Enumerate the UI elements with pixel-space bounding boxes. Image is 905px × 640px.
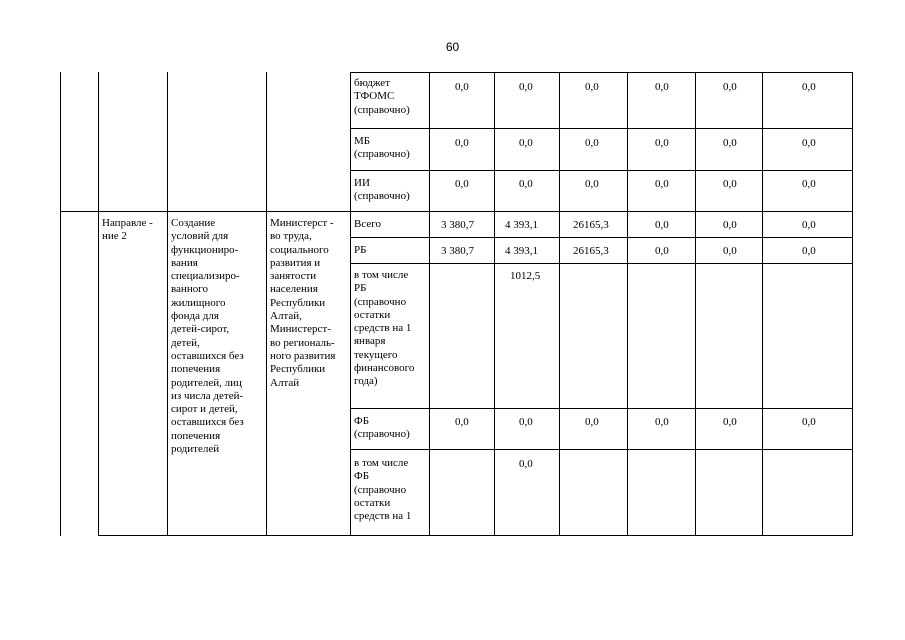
executor-line: во региональ- [270, 336, 335, 349]
source-label-line: в том числе [354, 457, 409, 469]
value-cell: 3 380,7 [441, 245, 474, 257]
value-cell: 1012,5 [510, 270, 541, 282]
executor-line: во труда, [270, 230, 312, 243]
value-cell: 0,0 [723, 219, 737, 231]
source-label-line: года) [354, 375, 378, 388]
value-cell: 0,0 [802, 81, 816, 93]
table-border [350, 449, 853, 450]
measure-line: жилищного [171, 296, 226, 309]
value-cell: 4 393,1 [505, 245, 538, 257]
source-label-line: текущего [354, 348, 398, 361]
value-cell: 0,0 [723, 245, 737, 257]
table-border [627, 72, 628, 536]
value-cell: 0,0 [802, 137, 816, 149]
source-label [354, 135, 428, 162]
source-label-line: остатки [354, 496, 391, 509]
table-border [695, 72, 696, 536]
measure-line: попечения [171, 429, 221, 442]
source-label [354, 218, 428, 231]
measure-line: попечения [171, 363, 221, 376]
measure-line: ванного [171, 283, 208, 296]
executor-line: Алтай [270, 376, 300, 389]
executor-line: Министерст- [270, 323, 331, 336]
margin-line [60, 72, 61, 536]
source-label-line: ФБ [354, 470, 370, 483]
measure-line: детей-сирот, [171, 323, 230, 336]
source-label-line: (справочно [354, 483, 407, 496]
executor-line: Республики [270, 363, 326, 376]
value-cell: 0,0 [655, 81, 669, 93]
table-border [350, 263, 853, 264]
measure-line: родителей [171, 443, 220, 456]
value-cell: 0,0 [519, 458, 533, 470]
executor-cell [270, 217, 348, 390]
value-cell: 0,0 [655, 245, 669, 257]
direction-line: Направле - [102, 217, 153, 229]
value-cell: 0,0 [519, 81, 533, 93]
value-cell: 0,0 [802, 178, 816, 190]
source-label-line: ФБ [354, 415, 370, 427]
source-label [354, 244, 428, 257]
measure-line: родителей, лиц [171, 376, 242, 389]
table-border [762, 72, 763, 536]
executor-line: Министерст - [270, 217, 334, 229]
executor-line: социального [270, 243, 329, 256]
executor-line: Республики [270, 296, 326, 309]
source-label-line: финансового [354, 362, 415, 375]
source-label-line: бюджет [354, 77, 390, 89]
measure-line: из числа детей- [171, 389, 244, 402]
measure-line: вания [171, 256, 198, 269]
measure-line: оставшихся без [171, 349, 244, 362]
table-border [266, 72, 267, 536]
source-label-line: (справочно) [354, 103, 410, 116]
source-label-line: средств на 1 [354, 510, 412, 523]
table-border [98, 72, 99, 536]
table-border [60, 211, 853, 212]
value-cell: 0,0 [802, 245, 816, 257]
value-cell: 0,0 [455, 81, 469, 93]
value-cell: 0,0 [519, 416, 533, 428]
source-label-line: ИИ [354, 177, 370, 189]
value-cell: 0,0 [655, 416, 669, 428]
source-label-line: Всего [354, 218, 381, 230]
value-cell: 0,0 [585, 81, 599, 93]
measure-line: условий для [171, 230, 229, 243]
value-cell: 0,0 [585, 416, 599, 428]
measure-line: фонда для [171, 310, 219, 323]
measure-line: сирот и детей, [171, 403, 238, 416]
page-number: 60 [445, 40, 460, 54]
value-cell: 0,0 [455, 416, 469, 428]
source-label [354, 415, 428, 442]
source-label-line: (справочно) [354, 148, 410, 161]
table-border [429, 72, 430, 536]
source-label-line: РБ [354, 244, 367, 256]
source-label-line: РБ [354, 282, 367, 295]
value-cell: 0,0 [723, 416, 737, 428]
value-cell: 0,0 [519, 137, 533, 149]
value-cell: 0,0 [655, 137, 669, 149]
source-label-line: МБ [354, 135, 371, 147]
table-border [350, 72, 351, 536]
table-border [350, 128, 853, 129]
executor-line: развития и [270, 256, 321, 269]
table-border [350, 408, 853, 409]
value-cell: 0,0 [802, 416, 816, 428]
measure-line: функциониро- [171, 243, 239, 256]
value-cell: 0,0 [723, 178, 737, 190]
value-cell: 0,0 [585, 137, 599, 149]
measure-line: Создание [171, 217, 216, 229]
source-label [354, 177, 428, 204]
measure-line: оставшихся без [171, 416, 244, 429]
table-border [852, 72, 853, 536]
value-cell: 0,0 [723, 137, 737, 149]
value-cell: 0,0 [655, 219, 669, 231]
value-cell: 26165,3 [573, 245, 609, 257]
table-border [494, 72, 495, 536]
value-cell: 4 393,1 [505, 219, 538, 231]
value-cell: 0,0 [585, 178, 599, 190]
source-label-line: (справочно) [354, 190, 410, 203]
source-label [354, 457, 428, 523]
source-label-line: средств на 1 [354, 322, 412, 335]
table-border [167, 72, 168, 536]
value-cell: 0,0 [723, 81, 737, 93]
source-label [354, 269, 428, 389]
source-label-line: января [354, 335, 386, 348]
value-cell: 0,0 [455, 178, 469, 190]
value-cell: 26165,3 [573, 219, 609, 231]
value-cell: 0,0 [455, 137, 469, 149]
table-border [350, 237, 853, 238]
table-border [350, 170, 853, 171]
table-border [559, 72, 560, 536]
source-label [354, 77, 428, 117]
executor-line: занятости [270, 270, 317, 283]
direction-cell [102, 217, 166, 244]
source-label-line: ТФОМС [354, 90, 395, 103]
executor-line: населения [270, 283, 318, 296]
value-cell: 0,0 [802, 219, 816, 231]
value-cell: 0,0 [519, 178, 533, 190]
measure-line: детей, [171, 336, 200, 349]
direction-line: ние 2 [102, 230, 127, 243]
source-label-line: в том числе [354, 269, 409, 281]
executor-line: Алтай, [270, 310, 302, 323]
source-label-line: (справочно [354, 295, 407, 308]
table-border [350, 72, 853, 73]
source-label-line: остатки [354, 308, 391, 321]
value-cell: 3 380,7 [441, 219, 474, 231]
table-border [98, 535, 853, 536]
source-label-line: (справочно) [354, 428, 410, 441]
value-cell: 0,0 [655, 178, 669, 190]
measure-description [171, 217, 264, 456]
measure-line: специализиро- [171, 270, 240, 283]
executor-line: ного развития [270, 349, 336, 362]
